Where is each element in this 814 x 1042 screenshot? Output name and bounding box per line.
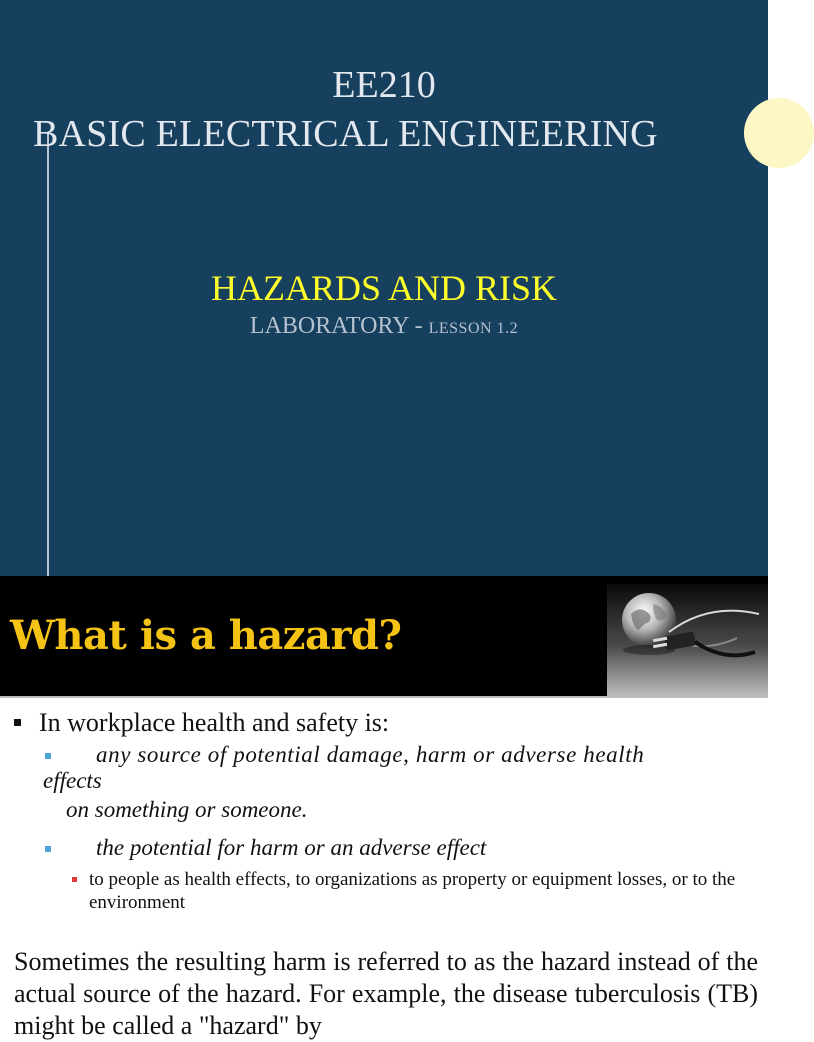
sub-bullet-2 bbox=[43, 835, 743, 861]
course-name: BASIC ELECTRICAL ENGINEERING bbox=[33, 113, 658, 155]
globe-and-plug-image bbox=[607, 584, 768, 696]
sub-bullet-1-line1: any source of potential damage, harm or adverse health bbox=[96, 742, 645, 767]
square-bullet-icon bbox=[45, 753, 51, 759]
square-bullet-icon bbox=[14, 719, 21, 726]
square-bullet-icon bbox=[72, 877, 77, 882]
header-divider bbox=[0, 696, 768, 698]
topic-title: HAZARDS AND RISK bbox=[210, 268, 558, 308]
bullet-main-text: In workplace health and safety is: bbox=[39, 708, 390, 737]
sub-bullet-2-text: the potential for harm or an adverse effect bbox=[96, 835, 487, 860]
sub-bullet-1-line3: on something or someone. bbox=[66, 797, 308, 822]
lesson-subtitle bbox=[0, 313, 768, 340]
sub-bullet-1 bbox=[43, 742, 743, 823]
decorative-circle bbox=[744, 98, 814, 168]
sub-sub-bullet-text: to people as health effects, to organizations as property or equipment losses, or to the environment bbox=[89, 869, 736, 913]
square-bullet-icon bbox=[45, 846, 51, 852]
slide-heading: What is a hazard? bbox=[10, 612, 402, 659]
subtitle-main: LABORATORY - bbox=[249, 313, 429, 339]
sub-sub-bullet bbox=[72, 868, 762, 914]
body-paragraph: Sometimes the resulting harm is referred to as the hazard instead of the actual source of the hazard. For example, the disease tuberculosis (TB) might be called a "hazard" by bbox=[14, 947, 758, 1040]
decorative-vertical-line bbox=[47, 132, 49, 576]
content-slide bbox=[0, 576, 768, 1040]
slide-header bbox=[0, 576, 768, 696]
subtitle-lesson: LESSON 1.2 bbox=[428, 320, 519, 337]
course-code: EE210 bbox=[332, 64, 436, 106]
bullet-main bbox=[14, 708, 389, 738]
sub-bullet-1-line2: effects bbox=[43, 768, 102, 793]
